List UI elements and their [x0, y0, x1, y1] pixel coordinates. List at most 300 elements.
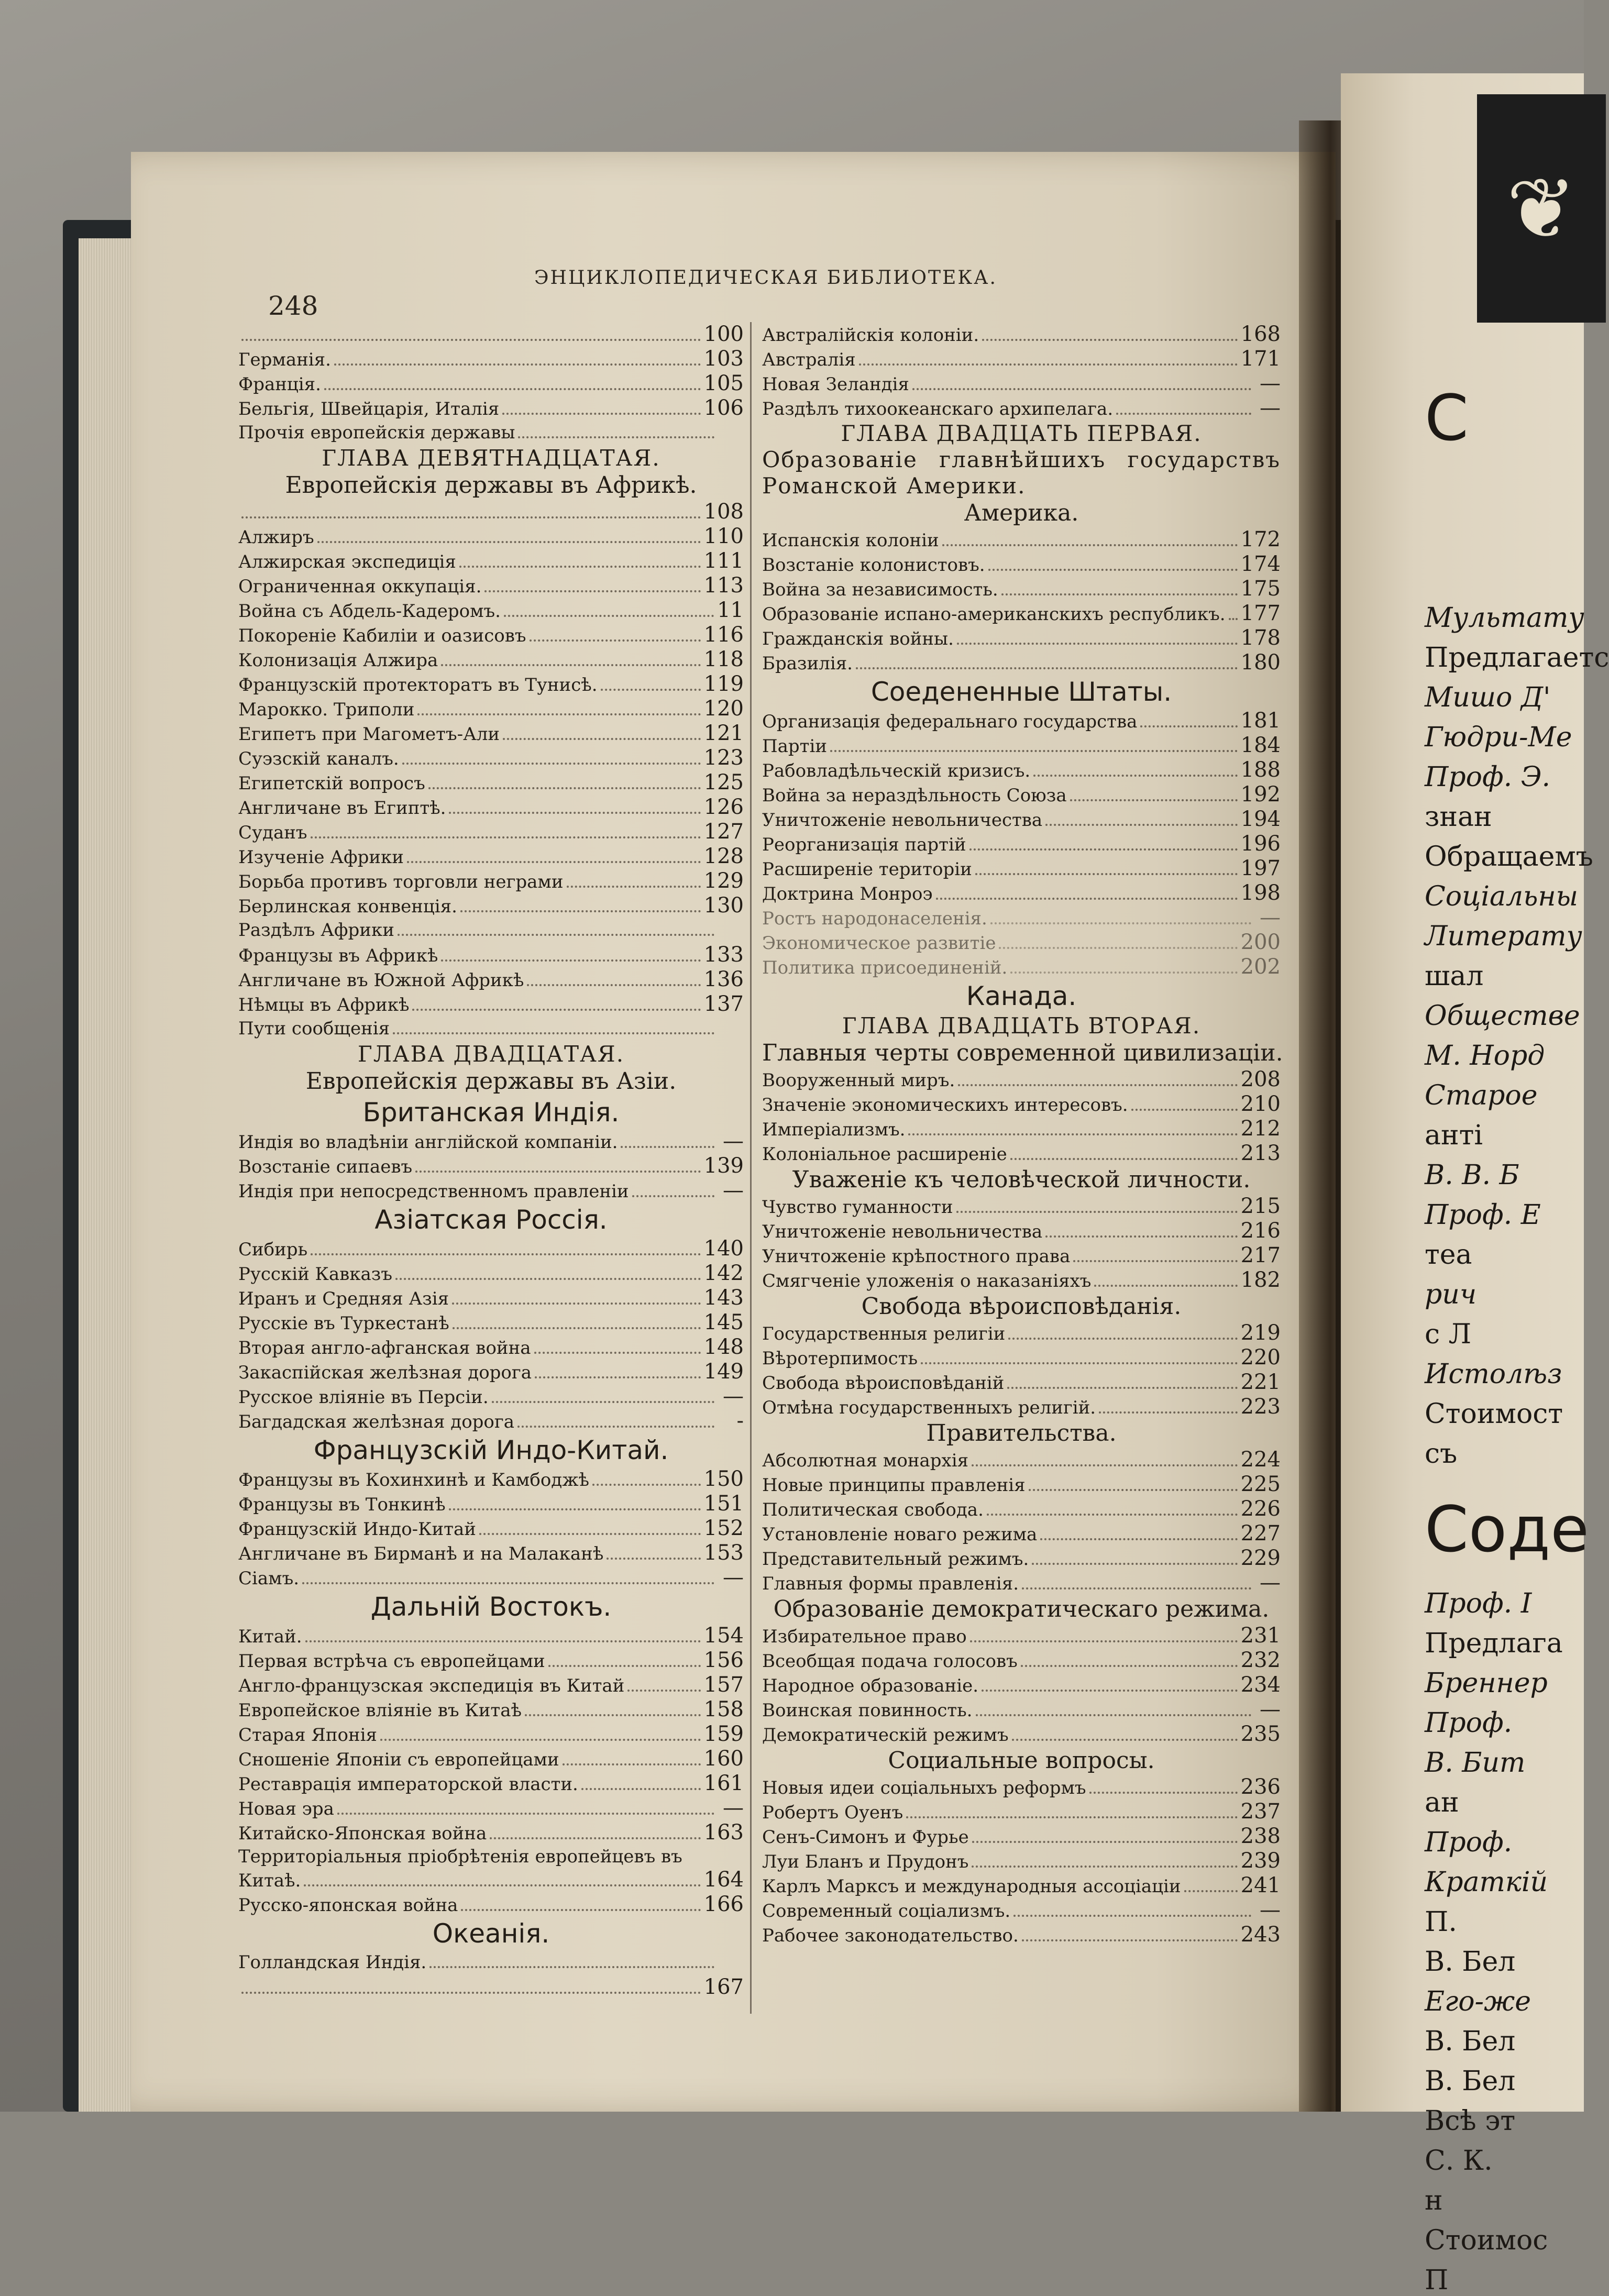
toc-entry: [238, 672, 744, 697]
entry-page: 166: [703, 1892, 744, 1916]
entry-leader: [407, 854, 701, 863]
entry-title: Русскій Кавказъ: [238, 1264, 392, 1285]
entry-page: 148: [703, 1335, 744, 1359]
entry-leader: [429, 1959, 714, 1968]
entry-title: Старая Японія: [238, 1725, 377, 1746]
entry-title: Прочія европейскія державы: [238, 422, 515, 443]
entry-title: Багдадская желѣзная дорога: [238, 1411, 514, 1432]
section-heading: Азіатская Россія.: [374, 1205, 608, 1235]
right-page-line: Проф. Е: [1425, 1199, 1541, 1231]
entry-leader: [428, 780, 701, 789]
entry-page: —: [1260, 371, 1281, 395]
entry-leader: [334, 356, 701, 366]
entry-page: 106: [703, 396, 744, 420]
toc-entry: [238, 1796, 744, 1820]
entry-title: Австралія: [762, 349, 856, 370]
entry-page: —: [723, 1129, 744, 1153]
toc-entry: [762, 1321, 1281, 1345]
entry-leader: [324, 381, 701, 390]
entry-title: Алжиръ: [238, 527, 314, 548]
entry-leader: [452, 1295, 701, 1305]
entry-title: Сіамъ.: [238, 1568, 300, 1589]
entry-page: 151: [703, 1492, 744, 1516]
toc-entry: [238, 1624, 744, 1648]
entry-leader: [942, 537, 1238, 546]
entry-page: 192: [1240, 782, 1281, 807]
entry-title: Бельгія, Швейцарія, Италія: [238, 399, 500, 420]
entry-page: 208: [1240, 1067, 1281, 1091]
entry-leader: [1040, 1531, 1237, 1540]
toc-entry: [238, 1310, 744, 1335]
right-page-line: анті: [1425, 1120, 1483, 1151]
entry-leader: [1010, 1151, 1238, 1160]
section-heading: Дальній Востокъ.: [370, 1592, 612, 1622]
entry-leader: [621, 1139, 714, 1148]
ornament-icon: ❦: [1477, 94, 1606, 323]
entry-leader: [380, 1731, 701, 1741]
right-page-line: В. Бел: [1425, 1946, 1516, 1978]
entry-page: 116: [703, 623, 744, 647]
toc-entry: [238, 1409, 744, 1433]
toc-entry: [238, 647, 744, 672]
entry-title: Робертъ Оуенъ: [762, 1802, 903, 1823]
entry-title: Русско-японская война: [238, 1895, 458, 1916]
entry-title: Ростъ народонаселенія.: [762, 908, 987, 929]
entry-leader: [449, 804, 700, 814]
entry-leader: [530, 632, 701, 642]
entry-page: 175: [1240, 577, 1281, 601]
entry-title: Англичане въ Бирманѣ и на Малаканѣ: [238, 1543, 604, 1564]
entry-title: Луи Бланъ и Прудонъ: [762, 1851, 969, 1872]
right-page-line: Старое: [1425, 1080, 1538, 1111]
entry-title: Изученіе Африки: [238, 847, 404, 868]
entry-title: Англичане въ Египтѣ.: [238, 798, 446, 819]
right-page-line: Проф.: [1425, 1707, 1513, 1739]
toc-entry: [238, 918, 744, 943]
toc-entry: [762, 1673, 1281, 1697]
entry-page: 172: [1240, 527, 1281, 551]
right-page-line: н: [1425, 2185, 1443, 2216]
right-page-line: с Л: [1425, 1319, 1472, 1350]
entry-leader: [402, 755, 701, 765]
entry-leader: [627, 1682, 700, 1692]
entry-leader: [972, 1834, 1238, 1843]
entry-leader: [1029, 1482, 1238, 1491]
toc-entry: [762, 1345, 1281, 1370]
toc-entry: [762, 371, 1281, 396]
entry-page: —: [723, 1178, 744, 1202]
right-page-line: Обществе: [1425, 1000, 1580, 1032]
right-page-line: Истолѣз: [1425, 1359, 1562, 1390]
entry-leader: [957, 635, 1238, 645]
entry-title: Англо-французская экспедиція въ Китай: [238, 1675, 625, 1696]
entry-page: 111: [703, 549, 744, 573]
toc-entry: [238, 598, 744, 623]
toc-entry: [762, 347, 1281, 371]
entry-page: —: [723, 1796, 744, 1820]
entry-leader: [581, 1781, 701, 1790]
section-heading: Уваженіе къ человѣческой личности.: [792, 1166, 1251, 1193]
entry-title: Территоріальныя пріобрѣтенія европейцевъ въ: [238, 1846, 682, 1867]
entry-title: Политика присоединеній.: [762, 957, 1008, 978]
entry-leader: [534, 1344, 701, 1354]
toc-entry: [238, 869, 744, 893]
entry-leader: [982, 1682, 1238, 1692]
toc-entry: [762, 1898, 1281, 1923]
toc-entry: [238, 770, 744, 795]
entry-leader: [592, 1476, 701, 1486]
entry-page: 158: [703, 1697, 744, 1721]
entry-title: Демократическій режимъ: [762, 1725, 1009, 1746]
entry-leader: [1001, 586, 1238, 595]
entry-page: -: [736, 1409, 744, 1433]
entry-leader: [1070, 792, 1238, 801]
toc-entry: [762, 906, 1281, 930]
toc-entry: [762, 1824, 1281, 1849]
entry-page: 234: [1240, 1673, 1281, 1697]
toc-entry: [762, 758, 1281, 782]
toc-entry: [762, 1370, 1281, 1395]
entry-page: 137: [703, 992, 744, 1016]
entry-leader: [601, 681, 701, 691]
entry-page: 210: [1240, 1092, 1281, 1116]
entry-leader: [1045, 816, 1237, 826]
entry-title-cont: Китаѣ.: [238, 1870, 301, 1891]
toc-entry: [238, 1467, 744, 1492]
entry-title: Французы въ Кохинхинѣ и Камбоджѣ: [238, 1470, 590, 1491]
toc-entry: [762, 527, 1281, 552]
entry-page: 130: [703, 893, 744, 918]
entry-leader: [241, 1984, 701, 1994]
toc-entry: [762, 1571, 1281, 1595]
entry-leader: [417, 706, 700, 715]
page-edges: [79, 238, 136, 2112]
entry-page: 118: [703, 647, 744, 671]
entry-title: Война за независимость.: [762, 579, 998, 600]
toc-entry: [238, 347, 744, 371]
entry-title: Партіи: [762, 736, 828, 757]
entry-title: Франція.: [238, 374, 321, 395]
entry-leader: [441, 952, 700, 962]
toc-entry: [238, 1845, 744, 1892]
section-heading: Образованіе демократическаго режима.: [773, 1596, 1270, 1622]
toc-entry: [762, 1873, 1281, 1898]
toc-entry: [238, 549, 744, 573]
toc-entry: [238, 943, 744, 967]
entry-title: Иранъ и Средняя Азія: [238, 1288, 449, 1309]
entry-title: Реставрація императорской власти.: [238, 1774, 578, 1795]
entry-leader: [632, 1188, 714, 1197]
chapter-heading: ГЛАВА ДВАДЦАТАЯ.: [357, 1041, 625, 1067]
entry-title: Установленіе новаго режима: [762, 1524, 1038, 1545]
toc-entry: [762, 807, 1281, 832]
toc-entry: [238, 1129, 744, 1154]
entry-title: Гражданскія войны.: [762, 628, 954, 649]
entry-title: Чувство гуманности: [762, 1197, 953, 1218]
entry-page: 121: [703, 721, 744, 745]
entry-page: 243: [1240, 1923, 1281, 1947]
entry-title: Организація федеральнаго государства: [762, 711, 1138, 732]
toc-entry: [762, 322, 1281, 347]
entry-title: Новая эра: [238, 1798, 334, 1819]
entry-page: —: [1260, 906, 1281, 930]
toc-entry: [762, 1697, 1281, 1722]
entry-page: 142: [703, 1261, 744, 1285]
entry-title: Египетскій вопросъ: [238, 773, 425, 794]
entry-leader: [1010, 964, 1237, 974]
entry-leader: [415, 1163, 701, 1173]
entry-page: 129: [703, 869, 744, 893]
entry-title: Китайско-Японская война: [238, 1823, 487, 1844]
entry-leader: [607, 1550, 700, 1560]
entry-page: 103: [703, 347, 744, 371]
toc-entry: [238, 573, 744, 598]
entry-title: Раздѣлъ тихоокеанскаго архипелага.: [762, 399, 1114, 420]
entry-leader: [999, 940, 1237, 949]
toc-entry: [762, 1546, 1281, 1571]
entry-leader: [1021, 1658, 1238, 1667]
entry-title: Государственныя религіи: [762, 1323, 1006, 1344]
entry-title: Австралійскія колоніи.: [762, 325, 979, 346]
entry-leader: [1007, 1379, 1237, 1389]
entry-page: —: [1260, 1571, 1281, 1595]
section-heading: Британская Индія.: [362, 1097, 620, 1128]
toc-entry: [762, 1194, 1281, 1219]
entry-leader: [1099, 1404, 1238, 1414]
right-page-line: Бреннер: [1425, 1668, 1548, 1699]
entry-title: Современный соціализмъ.: [762, 1901, 1011, 1922]
right-page-line: Мультату: [1425, 602, 1584, 634]
toc-entry: [762, 1472, 1281, 1497]
toc-entry: [238, 1286, 744, 1310]
entry-leader: [1022, 1932, 1238, 1941]
right-page-line: Обращаемъ: [1425, 841, 1593, 873]
entry-leader: [988, 561, 1238, 571]
entry-page: —: [1260, 396, 1281, 420]
entry-page: 119: [703, 672, 744, 696]
entry-title: Карлъ Марксъ и международныя ассоціаціи: [762, 1876, 1181, 1897]
right-page-line: шал: [1425, 961, 1484, 992]
column-divider: [750, 322, 752, 2014]
toc-entry: [238, 1178, 744, 1203]
toc-entry: [238, 1017, 744, 1041]
right-page-line: Литерату: [1425, 921, 1582, 952]
right-page-line: В. В. Б: [1425, 1160, 1519, 1191]
entry-title: Новые принципы правленія: [762, 1475, 1026, 1496]
toc-entry: [762, 1092, 1281, 1117]
right-page-line: С. К.: [1425, 2145, 1493, 2177]
right-page-line: Гюдри-Ме: [1425, 722, 1572, 753]
entry-page: 150: [703, 1467, 744, 1491]
entry-title: Воинская повинность.: [762, 1700, 973, 1721]
entry-title: Новыя идеи соціальныхъ реформъ: [762, 1778, 1086, 1798]
toc-entry: [762, 1219, 1281, 1243]
right-page: [1341, 73, 1609, 2296]
toc-entry: [238, 1722, 744, 1747]
entry-page: 237: [1240, 1800, 1281, 1824]
toc-entry: [238, 1237, 744, 1261]
entry-page: 113: [703, 573, 744, 598]
entry-leader: [525, 1707, 701, 1716]
entry-page: 152: [703, 1516, 744, 1540]
entry-leader: [449, 1501, 701, 1510]
section-heading: Европейскія державы въ Африкѣ.: [285, 472, 697, 499]
entry-title: Уничтоженіе невольничества: [762, 1221, 1043, 1242]
entry-leader: [460, 903, 701, 912]
entry-leader: [1116, 405, 1251, 415]
entry-leader: [1229, 611, 1238, 620]
entry-leader: [502, 405, 700, 415]
entry-leader: [990, 915, 1251, 924]
right-page-line: съ: [1425, 1438, 1458, 1470]
section-heading: Канада.: [966, 981, 1077, 1011]
entry-title: Германія.: [238, 349, 331, 370]
entry-leader: [1013, 1907, 1251, 1917]
toc-entry: [238, 1261, 744, 1286]
toc-entry: [238, 992, 744, 1017]
toc-entry: [762, 1067, 1281, 1092]
toc-entry: [762, 1923, 1281, 1947]
entry-page: 177: [1240, 601, 1281, 625]
entry-leader: [459, 558, 701, 568]
entry-page: 136: [703, 967, 744, 991]
entry-page: —: [723, 1565, 744, 1589]
entry-leader: [567, 878, 701, 888]
toc-entry: [238, 1892, 744, 1917]
right-page-line: Стоимост: [1425, 1398, 1563, 1430]
toc-entry: [238, 1820, 744, 1845]
toc-entry: [762, 709, 1281, 733]
right-page-line: Соціальны: [1425, 881, 1579, 912]
entry-title: Политическая свобода.: [762, 1499, 984, 1520]
entry-page: 167: [703, 1975, 744, 1999]
entry-title: Русскіе въ Туркестанѣ: [238, 1313, 449, 1334]
toc-entry: [238, 1360, 744, 1384]
entry-leader: [975, 866, 1238, 875]
chapter-heading: ГЛАВА ДВАДЦАТЬ ВТОРАЯ.: [842, 1013, 1201, 1039]
toc-entry: [762, 1624, 1281, 1648]
entry-page: 123: [703, 746, 744, 770]
entry-page: 120: [703, 697, 744, 721]
entry-page: 213: [1240, 1141, 1281, 1165]
toc-entry: [238, 524, 744, 549]
toc-entry: [762, 1849, 1281, 1873]
entry-page: 184: [1240, 733, 1281, 757]
toc-entry: [238, 1565, 744, 1590]
entry-title: Суданъ: [238, 822, 307, 843]
entry-title: Раздѣлъ Африки: [238, 920, 394, 941]
entry-title: Сношеніе Японіи съ европейцами: [238, 1749, 559, 1770]
entry-title: Рабовладѣльческій кризисъ.: [762, 760, 1031, 781]
entry-leader: [1089, 1784, 1238, 1794]
section-heading: Америка.: [964, 500, 1079, 526]
entry-leader: [956, 1204, 1238, 1213]
entry-page: 194: [1240, 807, 1281, 831]
entry-leader: [492, 1394, 714, 1403]
entry-title: Французскій протекторатъ въ Тунисѣ.: [238, 675, 598, 696]
toc-entry: [238, 371, 744, 396]
chapter-title: Образованіе главнѣйшихъ государствъ Романской Америки.: [762, 447, 1281, 499]
entry-page: 157: [703, 1673, 744, 1697]
right-page-line: П.: [1425, 1906, 1457, 1938]
entry-title: Народное образованіе.: [762, 1675, 979, 1696]
toc-left-column: [238, 322, 744, 2000]
right-page-line: М. Норд: [1425, 1040, 1545, 1072]
entry-leader: [504, 608, 714, 617]
toc-entry: [762, 930, 1281, 955]
entry-page: 232: [1240, 1648, 1281, 1672]
entry-page: 128: [703, 844, 744, 868]
entry-row: [238, 1868, 744, 1892]
entry-leader: [1012, 1731, 1238, 1741]
entry-title: Представительный режимъ.: [762, 1549, 1029, 1570]
entry-page: 219: [1240, 1321, 1281, 1345]
toc-entry: [238, 1697, 744, 1722]
entry-page: 215: [1240, 1194, 1281, 1218]
entry-page: 235: [1240, 1722, 1281, 1746]
entry-page: 127: [703, 820, 744, 844]
entry-leader: [972, 1457, 1238, 1466]
entry-page: —: [1260, 1898, 1281, 1922]
entry-leader: [970, 1633, 1238, 1642]
entry-leader: [305, 1633, 701, 1642]
entry-page: 149: [703, 1360, 744, 1384]
entry-page: 171: [1240, 347, 1281, 371]
entry-title: Абсолютная монархія: [762, 1450, 969, 1471]
toc-entry: [238, 1975, 744, 2000]
toc-entry: [762, 1395, 1281, 1419]
toc-entry: [762, 1497, 1281, 1521]
toc-entry: [762, 1117, 1281, 1141]
toc-entry: [762, 1141, 1281, 1166]
section-heading: Океанія.: [432, 1918, 550, 1949]
entry-leader: [976, 1707, 1252, 1716]
entry-page: 198: [1240, 881, 1281, 905]
entry-title: Китай.: [238, 1626, 302, 1647]
toc-entry: [238, 421, 744, 445]
entry-title: Бразилія.: [762, 653, 853, 674]
entry-leader: [908, 1126, 1237, 1135]
chapter-heading: ГЛАВА ДВАДЦАТЬ ПЕРВАЯ.: [841, 421, 1202, 446]
entry-leader: [490, 1830, 700, 1839]
section-heading: Французскій Индо-Китай.: [313, 1435, 669, 1465]
entry-leader: [548, 1658, 701, 1667]
entry-page: 180: [1240, 650, 1281, 675]
entry-title: Вооруженный миръ.: [762, 1070, 955, 1091]
entry-page: 161: [703, 1771, 744, 1795]
entry-title: Свобода вѣроисповѣданій: [762, 1373, 1005, 1394]
entry-leader: [241, 332, 701, 341]
entry-title: Всеобщая подача голосовъ: [762, 1651, 1018, 1672]
entry-title: Новая Зеландія: [762, 374, 909, 395]
entry-leader: [1008, 1330, 1237, 1340]
entry-title: Суэзскій каналъ.: [238, 748, 399, 769]
entry-title: Экономическое развитіе: [762, 933, 996, 954]
entry-page: 197: [1240, 856, 1281, 880]
toc-entry: [762, 1722, 1281, 1747]
toc-entry: [238, 623, 744, 647]
toc-entry: [238, 1335, 744, 1360]
entry-page: 231: [1240, 1624, 1281, 1648]
entry-page: —: [1260, 1697, 1281, 1721]
entry-leader: [982, 332, 1238, 341]
right-page-line: С: [1425, 382, 1469, 455]
section-heading: Европейскія державы въ Азіи.: [305, 1068, 677, 1095]
entry-title: Французы въ Тонкинѣ: [238, 1494, 446, 1515]
entry-title: Индія при непосредственномъ правленіи: [238, 1181, 629, 1202]
toc-entry: [238, 1384, 744, 1409]
toc-entry: [762, 1800, 1281, 1824]
